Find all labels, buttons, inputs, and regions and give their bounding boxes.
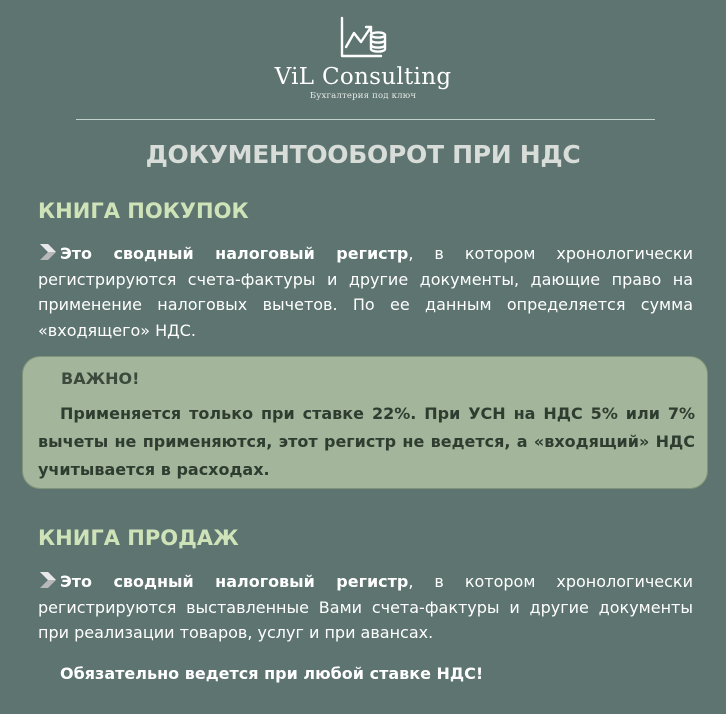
- important-label: ВАЖНО!: [61, 369, 140, 388]
- brand-tagline: Бухгалтерия под ключ: [309, 91, 417, 101]
- chevron-right-icon: [38, 570, 58, 590]
- purchase-book-heading: КНИГА ПОКУПОК: [38, 199, 249, 223]
- page-title: ДОКУМЕНТООБОРОТ ПРИ НДС: [145, 140, 581, 169]
- purchase-book-text: , в котором хронологически регистрируются счета-фактуры и другие документы, дающие право на применение налоговых вычетов. По ее данным определяется сумма «входящего» НДС.: [38, 244, 693, 340]
- sales-book-note: Обязательно ведется при любой ставке НДС!: [60, 664, 484, 683]
- logo: [0, 14, 726, 101]
- important-note: [22, 356, 708, 489]
- divider: [76, 119, 655, 120]
- brand-name: ViL Consulting: [274, 64, 452, 90]
- sales-book-heading: КНИГА ПРОДАЖ: [38, 526, 239, 550]
- growth-chart-coins-icon: [337, 14, 389, 62]
- sales-book-description: [38, 569, 693, 646]
- purchase-book-lead: Это сводный налоговый регистр: [60, 244, 409, 263]
- sales-book-lead: Это сводный налоговый регистр: [60, 572, 409, 591]
- important-text: Применяется только при ставке 22%. При УСН на НДС 5% или 7% вычеты не применяются, этот регистр не ведется, а «входящий» НДС учитывается в расходах.: [38, 404, 695, 479]
- chevron-right-icon: [38, 242, 58, 262]
- purchase-book-description: [38, 241, 693, 343]
- sales-book-text: , в котором хронологически регистрируются выставленные Вами счета-фактуры и другие документы при реализации товаров, услуг и при авансах.: [38, 572, 693, 642]
